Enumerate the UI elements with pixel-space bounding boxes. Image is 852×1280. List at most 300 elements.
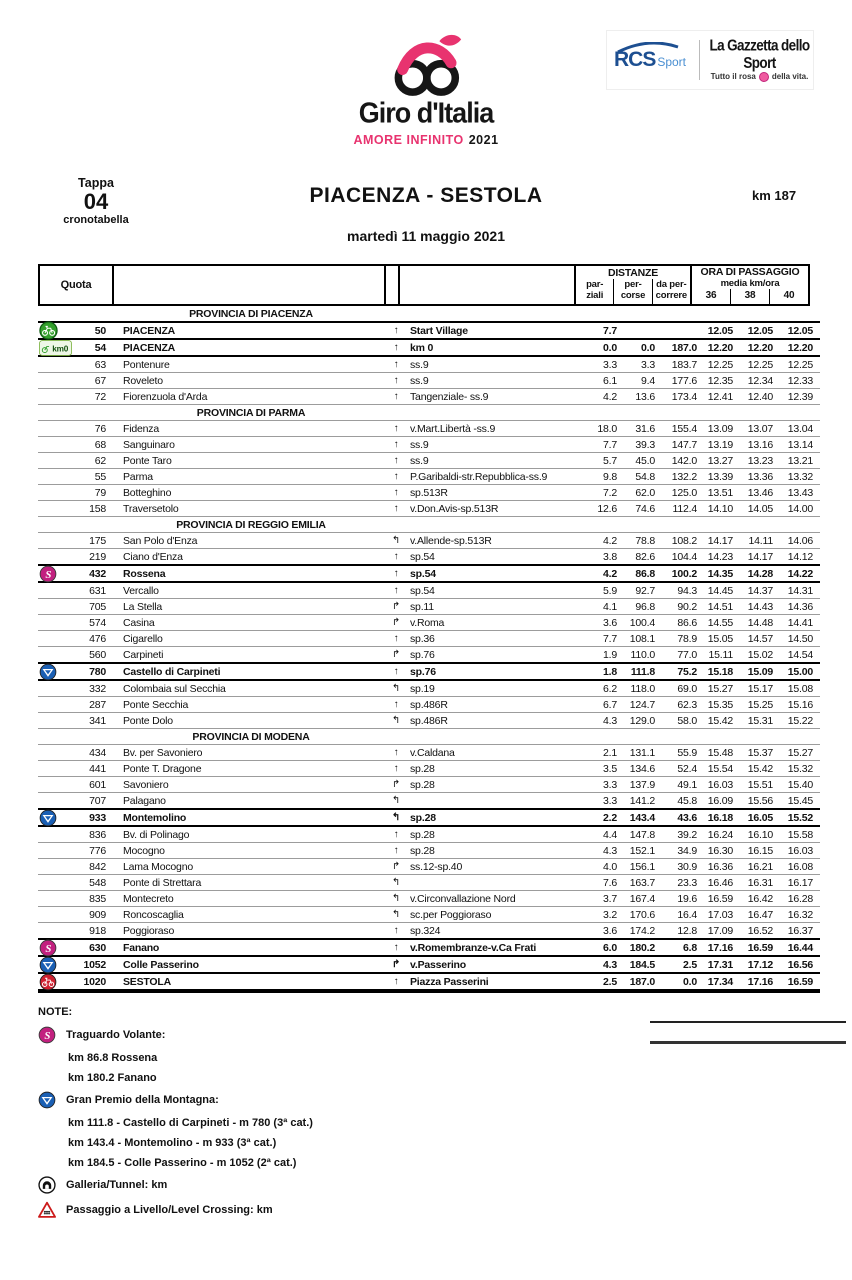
km-da-percorrere: 62.3 bbox=[677, 698, 697, 711]
row-icon-cell bbox=[38, 923, 74, 938]
time-at-36: 13.19 bbox=[707, 438, 733, 451]
km-da-percorrere: 49.1 bbox=[677, 778, 697, 791]
table-row bbox=[38, 566, 820, 583]
row-icon-cell bbox=[38, 974, 74, 989]
quota-value: 68 bbox=[94, 438, 106, 451]
time-at-40: 13.21 bbox=[787, 454, 813, 467]
giro-tagline bbox=[346, 133, 506, 147]
km-percorse: 163.7 bbox=[629, 876, 655, 889]
quota-value: 933 bbox=[89, 811, 106, 824]
table-row bbox=[38, 891, 820, 907]
km-da-percorrere: 6.8 bbox=[683, 941, 697, 954]
km-parziali: 4.2 bbox=[603, 567, 617, 580]
locality-name: Fanano bbox=[123, 941, 160, 954]
time-at-40: 15.32 bbox=[787, 762, 813, 775]
table-row bbox=[38, 533, 820, 549]
time-at-38: 14.11 bbox=[748, 534, 773, 547]
locality-name: PIACENZA bbox=[123, 324, 176, 337]
direction-arrow-icon: ↑ bbox=[393, 747, 399, 758]
table-row bbox=[38, 373, 820, 389]
quota-value: 601 bbox=[89, 778, 106, 791]
road-name: v.Don.Avis-sp.513R bbox=[410, 502, 499, 515]
locality-name: Ponte T. Dragone bbox=[123, 762, 202, 775]
km-percorse: 141.2 bbox=[629, 794, 655, 807]
km-da-percorrere: 12.8 bbox=[677, 924, 697, 937]
km-da-percorrere: 86.6 bbox=[677, 616, 697, 629]
giro-cyclist-icon bbox=[371, 26, 481, 98]
locality-name: Montemolino bbox=[123, 811, 187, 824]
locality-name: Botteghino bbox=[123, 486, 172, 499]
quota-value: 54 bbox=[94, 341, 106, 354]
time-at-36: 16.46 bbox=[707, 876, 733, 889]
km-percorse: 137.9 bbox=[629, 778, 655, 791]
road-name: v.Passerino bbox=[410, 958, 466, 971]
time-at-36: 14.35 bbox=[707, 567, 733, 580]
gazzetta-logo bbox=[706, 36, 813, 82]
road-name: sp.28 bbox=[410, 778, 435, 791]
locality-name: Roveleto bbox=[123, 374, 163, 387]
row-icon-cell bbox=[38, 907, 74, 922]
quota-value: 341 bbox=[89, 714, 106, 727]
km-percorse: 82.6 bbox=[635, 550, 655, 563]
road-name: v.Romembranze-v.Ca Frati bbox=[410, 941, 537, 954]
note-item bbox=[38, 1026, 638, 1044]
row-icon-cell bbox=[38, 323, 74, 338]
table-row bbox=[38, 357, 820, 373]
col-percorse: per- corse bbox=[613, 279, 651, 304]
time-at-36: 15.54 bbox=[707, 762, 733, 775]
direction-arrow-icon: ↑ bbox=[393, 439, 399, 450]
km-da-percorrere: 108.2 bbox=[671, 534, 697, 547]
time-at-36: 14.55 bbox=[707, 616, 733, 629]
direction-arrow-icon: ↑ bbox=[393, 568, 399, 579]
locality-name: Parma bbox=[123, 470, 153, 483]
km-da-percorrere: 58.0 bbox=[677, 714, 697, 727]
km-da-percorrere: 173.4 bbox=[671, 390, 697, 403]
km-parziali: 4.3 bbox=[603, 844, 617, 857]
time-at-38: 16.15 bbox=[747, 844, 773, 857]
time-at-36: 16.24 bbox=[707, 828, 733, 841]
row-icon-cell bbox=[38, 957, 74, 972]
time-at-36: 13.09 bbox=[707, 422, 733, 435]
direction-arrow-icon: ↑ bbox=[393, 471, 399, 482]
road-name: sp.28 bbox=[410, 811, 436, 824]
table-row bbox=[38, 761, 820, 777]
time-at-40: 16.08 bbox=[787, 860, 813, 873]
km-percorse: 118.0 bbox=[630, 682, 655, 695]
row-icon-cell bbox=[38, 810, 74, 825]
km-percorse: 156.1 bbox=[629, 860, 655, 873]
time-at-36: 15.18 bbox=[707, 665, 733, 678]
km-parziali: 2.5 bbox=[603, 975, 617, 988]
road-name: v.Allende-sp.513R bbox=[410, 534, 492, 547]
time-at-38: 14.43 bbox=[747, 600, 773, 613]
road-name: P.Garibaldi-str.Repubblica-ss.9 bbox=[410, 470, 548, 483]
gpm-mountain-icon bbox=[39, 663, 57, 681]
giro-tagline-text: AMORE INFINITO bbox=[353, 133, 464, 147]
road-name: Start Village bbox=[410, 324, 468, 337]
km-parziali: 3.6 bbox=[603, 924, 617, 937]
table-row bbox=[38, 681, 820, 697]
time-at-38: 12.20 bbox=[747, 341, 773, 354]
km-percorse: 131.1 bbox=[629, 746, 655, 759]
svg-text:S: S bbox=[45, 568, 52, 581]
quota-value: 432 bbox=[89, 567, 106, 580]
time-at-40: 13.43 bbox=[787, 486, 813, 499]
direction-arrow-icon: ↱ bbox=[391, 649, 401, 660]
locality-name: Roncoscaglia bbox=[123, 908, 184, 921]
time-at-36: 16.18 bbox=[707, 811, 733, 824]
distanze-label: DISTANZE bbox=[607, 267, 659, 279]
time-at-38: 16.59 bbox=[747, 941, 773, 954]
locality-name: Castello di Carpineti bbox=[123, 665, 221, 678]
svg-text:S: S bbox=[45, 942, 52, 955]
km-da-percorrere: 104.4 bbox=[671, 550, 697, 563]
road-name: sc.per Poggioraso bbox=[410, 908, 492, 921]
road-name: sp.76 bbox=[410, 665, 436, 678]
quota-value: 287 bbox=[89, 698, 106, 711]
signature-line-1 bbox=[650, 1021, 846, 1023]
time-at-40: 14.12 bbox=[787, 550, 813, 563]
km-da-percorrere: 34.9 bbox=[677, 844, 697, 857]
quota-value: 67 bbox=[94, 374, 106, 387]
time-at-40: 15.40 bbox=[787, 778, 813, 791]
direction-arrow-icon: ↑ bbox=[393, 325, 399, 336]
note-line: km 111.8 - Castello di Carpineti - m 780 (3ª cat.) bbox=[68, 1117, 313, 1129]
stage-date: martedì 11 maggio 2021 bbox=[347, 228, 505, 244]
quota-value: 1020 bbox=[83, 975, 106, 988]
speed-columns bbox=[692, 289, 808, 304]
gazzetta-tagline bbox=[706, 72, 813, 82]
km-parziali: 4.2 bbox=[603, 534, 617, 547]
km-percorse: 111.8 bbox=[630, 665, 655, 678]
quota-value: 1052 bbox=[83, 958, 106, 971]
quota-value: 62 bbox=[94, 454, 106, 467]
table-row bbox=[38, 793, 820, 810]
km-percorse: 92.7 bbox=[635, 584, 655, 597]
km-percorse: 174.2 bbox=[629, 924, 655, 937]
time-at-38: 17.12 bbox=[747, 958, 773, 971]
time-at-40: 13.04 bbox=[787, 422, 813, 435]
locality-name: Fidenza bbox=[123, 422, 159, 435]
row-icon-cell bbox=[38, 453, 74, 468]
road-name: ss.9 bbox=[410, 358, 429, 371]
table-row bbox=[38, 421, 820, 437]
road-name: Tangenziale- ss.9 bbox=[410, 390, 489, 403]
km-parziali: 18.0 bbox=[597, 422, 617, 435]
km-percorse: 110.0 bbox=[630, 648, 655, 661]
km-da-percorrere: 69.0 bbox=[677, 682, 697, 695]
table-row bbox=[38, 340, 820, 357]
km-parziali: 7.6 bbox=[603, 876, 617, 889]
time-at-38: 12.25 bbox=[747, 358, 773, 371]
time-at-36: 16.30 bbox=[707, 844, 733, 857]
table-row bbox=[38, 777, 820, 793]
km-parziali: 4.4 bbox=[603, 828, 617, 841]
km-percorse: 96.8 bbox=[635, 600, 655, 613]
road-name: ss.9 bbox=[410, 454, 429, 467]
table-row bbox=[38, 599, 820, 615]
km-parziali: 7.7 bbox=[603, 438, 617, 451]
note-item bbox=[38, 1091, 638, 1109]
gazzetta-tagline-post: della vita. bbox=[771, 72, 809, 81]
locality-name: Cigarello bbox=[123, 632, 163, 645]
rcs-sport-logo bbox=[607, 48, 693, 72]
km-parziali: 3.7 bbox=[603, 892, 617, 905]
table-row bbox=[38, 697, 820, 713]
time-at-38: 16.52 bbox=[747, 924, 773, 937]
gazzetta-tagline-pre: Tutto il rosa bbox=[710, 72, 756, 81]
quota-value: 434 bbox=[89, 746, 106, 759]
gazzetta-pink-ball-icon bbox=[759, 72, 769, 82]
note-line: km 86.8 Rossena bbox=[68, 1052, 158, 1064]
time-at-40: 15.27 bbox=[787, 746, 813, 759]
province-header-row bbox=[38, 405, 820, 421]
direction-arrow-icon: ↰ bbox=[391, 535, 401, 546]
row-icon-cell bbox=[38, 631, 74, 646]
road-name: sp.28 bbox=[410, 762, 435, 775]
direction-arrow-icon: ↑ bbox=[393, 763, 399, 774]
time-at-38: 15.42 bbox=[747, 762, 773, 775]
row-icon-cell bbox=[38, 421, 74, 436]
row-icon-cell bbox=[38, 549, 74, 564]
km-percorse: 62.0 bbox=[635, 486, 655, 499]
table-row bbox=[38, 957, 820, 974]
km-da-percorrere: 0.0 bbox=[683, 975, 697, 988]
time-at-36: 12.20 bbox=[707, 341, 733, 354]
road-name: sp.54 bbox=[410, 584, 435, 597]
gazzetta-wordmark: La Gazzetta dello Sport bbox=[709, 36, 810, 71]
km-parziali: 4.2 bbox=[603, 390, 617, 403]
time-at-40: 15.58 bbox=[787, 828, 813, 841]
row-icon-cell bbox=[38, 469, 74, 484]
km-percorse: 9.4 bbox=[641, 374, 655, 387]
row-icon-cell bbox=[38, 761, 74, 776]
time-at-38: 14.05 bbox=[747, 502, 773, 515]
time-at-40: 16.17 bbox=[787, 876, 813, 889]
time-at-36: 15.11 bbox=[708, 648, 733, 661]
time-at-36: 16.03 bbox=[707, 778, 733, 791]
table-row bbox=[38, 664, 820, 681]
km-da-percorrere: 77.0 bbox=[677, 648, 697, 661]
rcs-wordmark: RCS bbox=[613, 48, 656, 71]
locality-name: Bv. di Polinago bbox=[123, 828, 190, 841]
sponsor-logos bbox=[606, 30, 814, 90]
quota-value: 175 bbox=[89, 534, 106, 547]
header-road bbox=[398, 264, 576, 306]
time-at-38: 12.40 bbox=[747, 390, 773, 403]
km-parziali: 6.0 bbox=[603, 941, 617, 954]
km-percorse: 108.1 bbox=[629, 632, 655, 645]
start-village-icon bbox=[39, 321, 58, 340]
table-row bbox=[38, 810, 820, 827]
direction-arrow-icon: ↰ bbox=[391, 812, 401, 823]
time-at-36: 13.39 bbox=[707, 470, 733, 483]
time-at-36: 12.35 bbox=[707, 374, 733, 387]
note-line: km 180.2 Fanano bbox=[68, 1072, 157, 1084]
locality-name: Colombaia sul Secchia bbox=[123, 682, 226, 695]
time-at-40: 14.00 bbox=[787, 502, 813, 515]
time-at-40: 15.52 bbox=[787, 811, 813, 824]
km-percorse: 187.0 bbox=[629, 975, 655, 988]
km-percorse: 3.3 bbox=[641, 358, 655, 371]
km-percorse: 39.3 bbox=[635, 438, 655, 451]
province-label: PROVINCIA DI REGGIO EMILIA bbox=[176, 518, 326, 531]
time-at-36: 15.42 bbox=[707, 714, 733, 727]
locality-name: Lama Mocogno bbox=[123, 860, 193, 873]
quota-value: 842 bbox=[89, 860, 106, 873]
km-da-percorrere: 147.7 bbox=[671, 438, 697, 451]
direction-arrow-icon: ↰ bbox=[391, 683, 401, 694]
km-parziali: 1.9 bbox=[603, 648, 617, 661]
direction-arrow-icon: ↱ bbox=[391, 779, 401, 790]
time-at-40: 15.08 bbox=[787, 682, 813, 695]
row-icon-cell bbox=[38, 713, 74, 728]
notes-section bbox=[38, 1006, 638, 1219]
stage-distance: km 187 bbox=[752, 188, 797, 203]
road-name: sp.54 bbox=[410, 550, 435, 563]
time-at-40: 14.36 bbox=[787, 600, 813, 613]
km-da-percorrere: 90.2 bbox=[677, 600, 697, 613]
km-parziali: 9.8 bbox=[603, 470, 617, 483]
table-row bbox=[38, 843, 820, 859]
km-parziali: 2.1 bbox=[603, 746, 617, 759]
table-row bbox=[38, 907, 820, 923]
time-at-36: 16.09 bbox=[707, 794, 733, 807]
time-at-40: 12.05 bbox=[787, 324, 813, 337]
km-da-percorrere: 52.4 bbox=[677, 762, 697, 775]
finish-icon bbox=[39, 973, 57, 991]
locality-name: Carpineti bbox=[123, 648, 164, 661]
quota-value: 332 bbox=[89, 682, 106, 695]
col-speed-36: 36 bbox=[705, 290, 717, 301]
sprint-icon bbox=[38, 1026, 56, 1044]
quota-value: 55 bbox=[94, 470, 106, 483]
time-at-40: 14.41 bbox=[787, 616, 813, 629]
direction-arrow-icon: ↑ bbox=[393, 423, 399, 434]
province-label: PROVINCIA DI PARMA bbox=[196, 406, 306, 419]
direction-arrow-icon: ↑ bbox=[393, 375, 399, 386]
km-da-percorrere: 23.3 bbox=[677, 876, 697, 889]
row-icon-cell bbox=[38, 485, 74, 500]
time-at-40: 15.00 bbox=[787, 665, 813, 678]
note-line: km 184.5 - Colle Passerino - m 1052 (2ª cat.) bbox=[68, 1157, 297, 1169]
road-name: sp.513R bbox=[410, 486, 448, 499]
km-da-percorrere: 132.2 bbox=[671, 470, 697, 483]
table-row bbox=[38, 827, 820, 843]
km-parziali: 0.0 bbox=[603, 341, 617, 354]
giro-wordmark: Giro d'Italia bbox=[358, 97, 494, 129]
svg-text:S: S bbox=[44, 1029, 51, 1042]
locality-name: Traversetolo bbox=[123, 502, 179, 515]
time-at-36: 13.27 bbox=[707, 454, 733, 467]
locality-name: Ponte Dolo bbox=[123, 714, 173, 727]
table-body bbox=[38, 306, 820, 993]
time-at-38: 16.31 bbox=[747, 876, 773, 889]
direction-arrow-icon: ↑ bbox=[393, 925, 399, 936]
quota-value: 79 bbox=[94, 486, 106, 499]
km-parziali: 3.8 bbox=[603, 550, 617, 563]
time-at-36: 12.25 bbox=[707, 358, 733, 371]
road-name: sp.76 bbox=[410, 648, 435, 661]
time-at-38: 13.23 bbox=[747, 454, 773, 467]
quota-value: 574 bbox=[89, 616, 106, 629]
rcs-swoosh-icon bbox=[615, 42, 681, 54]
row-icon-cell bbox=[38, 875, 74, 890]
locality-name: Palagano bbox=[123, 794, 166, 807]
km-da-percorrere: 100.2 bbox=[671, 567, 697, 580]
locality-name: Fiorenzuola d'Arda bbox=[123, 390, 208, 403]
km-percorse: 167.4 bbox=[629, 892, 655, 905]
header-ora-di-passaggio bbox=[690, 264, 810, 306]
locality-name: Casina bbox=[123, 616, 155, 629]
row-icon-cell bbox=[38, 389, 74, 404]
time-at-40: 16.59 bbox=[787, 975, 813, 988]
time-at-36: 15.27 bbox=[707, 682, 733, 695]
km-parziali: 3.2 bbox=[603, 908, 617, 921]
time-at-36: 17.03 bbox=[707, 908, 733, 921]
quota-value: 560 bbox=[89, 648, 106, 661]
locality-name: Poggioraso bbox=[123, 924, 175, 937]
quota-value: 630 bbox=[89, 941, 106, 954]
row-icon-cell bbox=[38, 697, 74, 712]
time-at-36: 14.45 bbox=[707, 584, 733, 597]
time-at-38: 16.47 bbox=[747, 908, 773, 921]
km-percorse: 0.0 bbox=[641, 341, 655, 354]
header-locality bbox=[112, 264, 386, 306]
header-distanze bbox=[574, 264, 692, 306]
time-at-36: 16.36 bbox=[707, 860, 733, 873]
table-header bbox=[38, 264, 820, 306]
quota-value: 50 bbox=[94, 324, 106, 337]
direction-arrow-icon: ↰ bbox=[391, 893, 401, 904]
time-at-40: 14.06 bbox=[787, 534, 813, 547]
time-at-36: 12.41 bbox=[707, 390, 733, 403]
time-at-40: 14.50 bbox=[787, 632, 813, 645]
km-percorse: 54.8 bbox=[635, 470, 655, 483]
row-icon-cell bbox=[38, 777, 74, 792]
ora-label: ORA DI PASSAGGIO bbox=[700, 266, 800, 278]
gpm-mountain-icon bbox=[39, 809, 57, 827]
quota-value: 76 bbox=[94, 422, 106, 435]
km-da-percorrere: 43.6 bbox=[677, 811, 697, 824]
notes-body bbox=[38, 1026, 638, 1219]
row-icon-cell bbox=[38, 533, 74, 548]
table-row bbox=[38, 453, 820, 469]
road-name: sp.28 bbox=[410, 844, 435, 857]
km-parziali: 12.6 bbox=[597, 502, 617, 515]
gpm-mountain-icon bbox=[38, 1091, 56, 1109]
locality-name: Rossena bbox=[123, 567, 166, 580]
quota-label: Quota bbox=[60, 279, 92, 291]
km-da-percorrere: 2.5 bbox=[683, 958, 697, 971]
note-title: Passaggio a Livello/Level Crossing: km bbox=[66, 1204, 273, 1216]
row-icon-cell bbox=[38, 843, 74, 858]
road-name: Piazza Passerini bbox=[410, 975, 489, 988]
road-name: sp.36 bbox=[410, 632, 435, 645]
direction-arrow-icon: ↑ bbox=[393, 342, 399, 353]
km-percorse: 13.6 bbox=[635, 390, 655, 403]
direction-arrow-icon: ↑ bbox=[393, 976, 399, 987]
time-at-38: 12.34 bbox=[747, 374, 773, 387]
km-da-percorrere: 94.3 bbox=[677, 584, 697, 597]
direction-arrow-icon: ↰ bbox=[391, 715, 401, 726]
row-icon-cell bbox=[38, 599, 74, 614]
table-row bbox=[38, 745, 820, 761]
time-at-40: 16.56 bbox=[787, 958, 813, 971]
locality-name: Savoniero bbox=[123, 778, 169, 791]
km-parziali: 1.8 bbox=[603, 665, 617, 678]
